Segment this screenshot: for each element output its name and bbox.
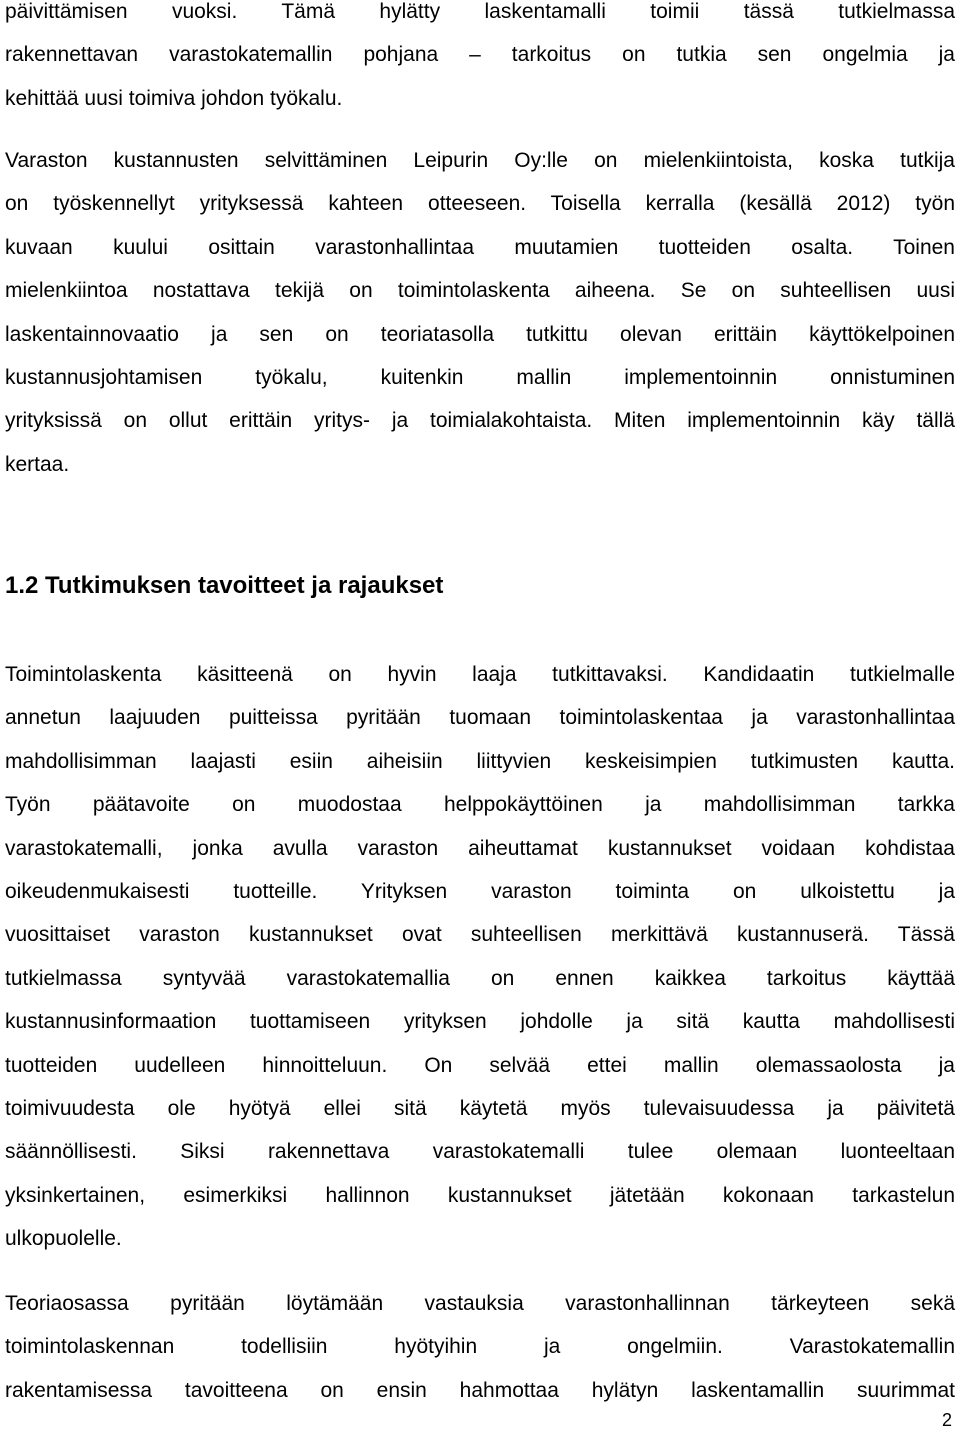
text-line: toimivuudesta ole hyötyä ellei sitä käytetä myös tulevaisuudessa ja päivitetä bbox=[5, 1096, 955, 1120]
text-line: Teoriaosassa pyritään löytämään vastauksia varastonhallinnan tärkeyteen sekä bbox=[5, 1292, 955, 1315]
text-line: kustannusinformaation tuottamiseen yrityksen johdolle ja sitä kautta mahdollisesti bbox=[5, 1010, 955, 1034]
text-line: on työskennellyt yrityksessä kahteen otteeseen. Toisella kerralla (kesällä 2012) työn bbox=[5, 192, 955, 216]
text-line: rakentamisessa tavoitteena on ensin hahmottaa hylätyn laskentamallin suurimmat bbox=[5, 1378, 955, 1402]
text-line: varastokatemalli, jonka avulla varaston aiheuttamat kustannukset voidaan kohdistaa bbox=[5, 836, 955, 860]
text-line: kehittää uusi toimiva johdon työkalu. bbox=[5, 86, 343, 110]
text-line: toimintolaskennan todellisiin hyötyihin ja ongelmiin. Varastokatemallin bbox=[5, 1335, 955, 1359]
text-line: kertaa. bbox=[5, 452, 70, 476]
page-number: 2 bbox=[941, 1410, 952, 1430]
text-line: laskentainnovaatio ja sen on teoriatasolla tutkittu olevan erittäin käyttökelpoinen bbox=[5, 322, 955, 346]
paragraph-theory bbox=[5, 1282, 955, 1412]
text-line: mahdollisimman laajasti esiin aiheisiin liittyvien keskeisimpien tutkimusten kautta. bbox=[5, 749, 955, 773]
text-line: tutkielmassa syntyvää varastokatemallia on ennen kaikkea tarkoitus käyttää bbox=[5, 966, 955, 990]
paragraph-objectives bbox=[5, 653, 955, 1260]
text-line: kuvaan kuului osittain varastonhallintaa muutamien tuotteiden osalta. Toinen bbox=[5, 235, 955, 259]
text-line: yksinkertainen, esimerkiksi hallinnon kustannukset jätetään kokonaan tarkastelun bbox=[5, 1183, 955, 1207]
text-line: Työn päätavoite on muodostaa helppokäyttöinen ja mahdollisimman tarkka bbox=[5, 793, 955, 817]
text-line: tuotteiden uudelleen hinnoitteluun. On selvää ettei mallin olemassaolosta ja bbox=[5, 1053, 955, 1077]
text-line: säännöllisesti. Siksi rakennettava varastokatemalli tulee olemaan luonteeltaan bbox=[5, 1140, 955, 1164]
paragraph-intro bbox=[5, 0, 955, 120]
text-line: yrityksissä on ollut erittäin yritys- ja toimialakohtaista. Miten implementoinnin käy tällä bbox=[5, 409, 955, 433]
text-line: mielenkiintoa nostattava tekijä on toimintolaskenta aiheena. Se on suhteellisen uusi bbox=[5, 279, 955, 303]
text-line: päivittämisen vuoksi. Tämä hylätty laskentamalli toimii tässä tutkielmassa bbox=[5, 0, 955, 23]
text-line: kustannusjohtamisen työkalu, kuitenkin mallin implementoinnin onnistuminen bbox=[5, 365, 955, 389]
paragraph-motivation bbox=[5, 139, 955, 486]
text-line: rakennettavan varastokatemallin pohjana – tarkoitus on tutkia sen ongelmia ja bbox=[5, 43, 955, 67]
text-line: Varaston kustannusten selvittäminen Leipurin Oy:lle on mielenkiintoista, koska tutkija bbox=[5, 149, 955, 172]
text-line: annetun laajuuden puitteissa pyritään tuomaan toimintolaskentaa ja varastonhallintaa bbox=[5, 706, 955, 730]
text-line: oikeudenmukaisesti tuotteille. Yrityksen varaston toiminta on ulkoistettu ja bbox=[5, 879, 955, 903]
text-line: ulkopuolelle. bbox=[5, 1227, 122, 1251]
text-line: vuosittaiset varaston kustannukset ovat suhteellisen merkittävä kustannuserä. Tässä bbox=[5, 923, 955, 947]
section-heading: 1.2 Tutkimuksen tavoitteet ja rajaukset bbox=[5, 572, 444, 599]
text-line: Toimintolaskenta käsitteenä on hyvin laaja tutkittavaksi. Kandidaatin tutkielmalle bbox=[5, 663, 955, 686]
